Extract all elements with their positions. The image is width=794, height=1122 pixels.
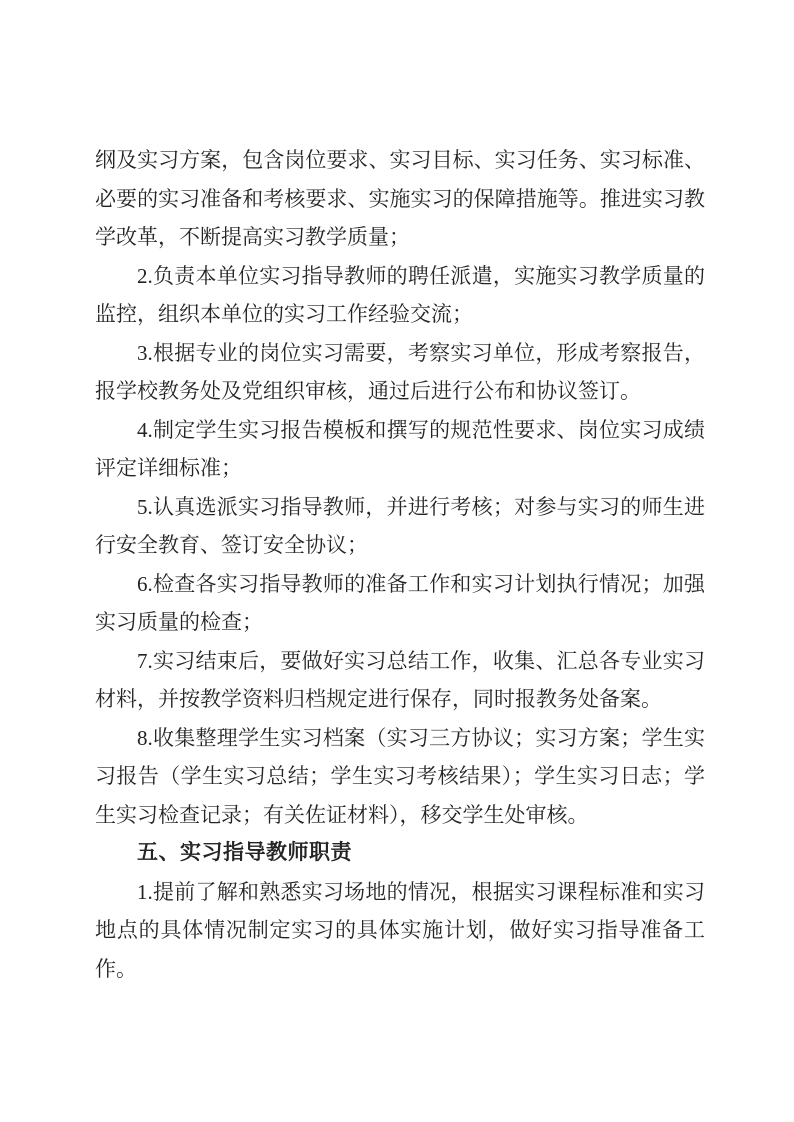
paragraph: 7.实习结束后，要做好实习总结工作，收集、汇总各专业实习材料，并按教学资料归档规定进行保存，同时报教务处备案。 [95, 648, 705, 711]
paragraph: 2.负责本单位实习指导教师的聘任派遣，实施实习教学质量的监控，组织本单位的实习工作经验交流； [95, 263, 705, 326]
paragraph: 5.认真选派实习指导教师，并进行考核；对参与实习的师生进行安全教育、签订安全协议； [95, 494, 705, 557]
paragraph: 6.检查各实习指导教师的准备工作和实习计划执行情况；加强实习质量的检查； [95, 571, 705, 634]
paragraph: 8.收集整理学生实习档案（实习三方协议；实习方案；学生实习报告（学生实习总结；学生实习考核结果）；学生实习日志；学生实习检查记录；有关佐证材料），移交学生处审核。 [95, 725, 705, 827]
paragraph: 1.提前了解和熟悉实习场地的情况，根据实习课程标准和实习地点的具体情况制定实习的具体实施计划，做好实习指导准备工作。 [95, 879, 705, 981]
paragraph: 3.根据专业的岗位实习需要，考察实习单位，形成考察报告，报学校教务处及党组织审核，通过后进行公布和协议签订。 [95, 340, 705, 403]
section-heading: 五、实习指导教师职责 [137, 841, 352, 864]
document-text-block [95, 141, 705, 988]
paragraph: 纲及实习方案，包含岗位要求、实习目标、实习任务、实习标准、必要的实习准备和考核要求、实施实习的保障措施等。推进实习教学改革，不断提高实习教学质量； [95, 148, 705, 249]
paragraph: 4.制定学生实习报告模板和撰写的规范性要求、岗位实习成绩评定详细标准； [95, 417, 705, 480]
